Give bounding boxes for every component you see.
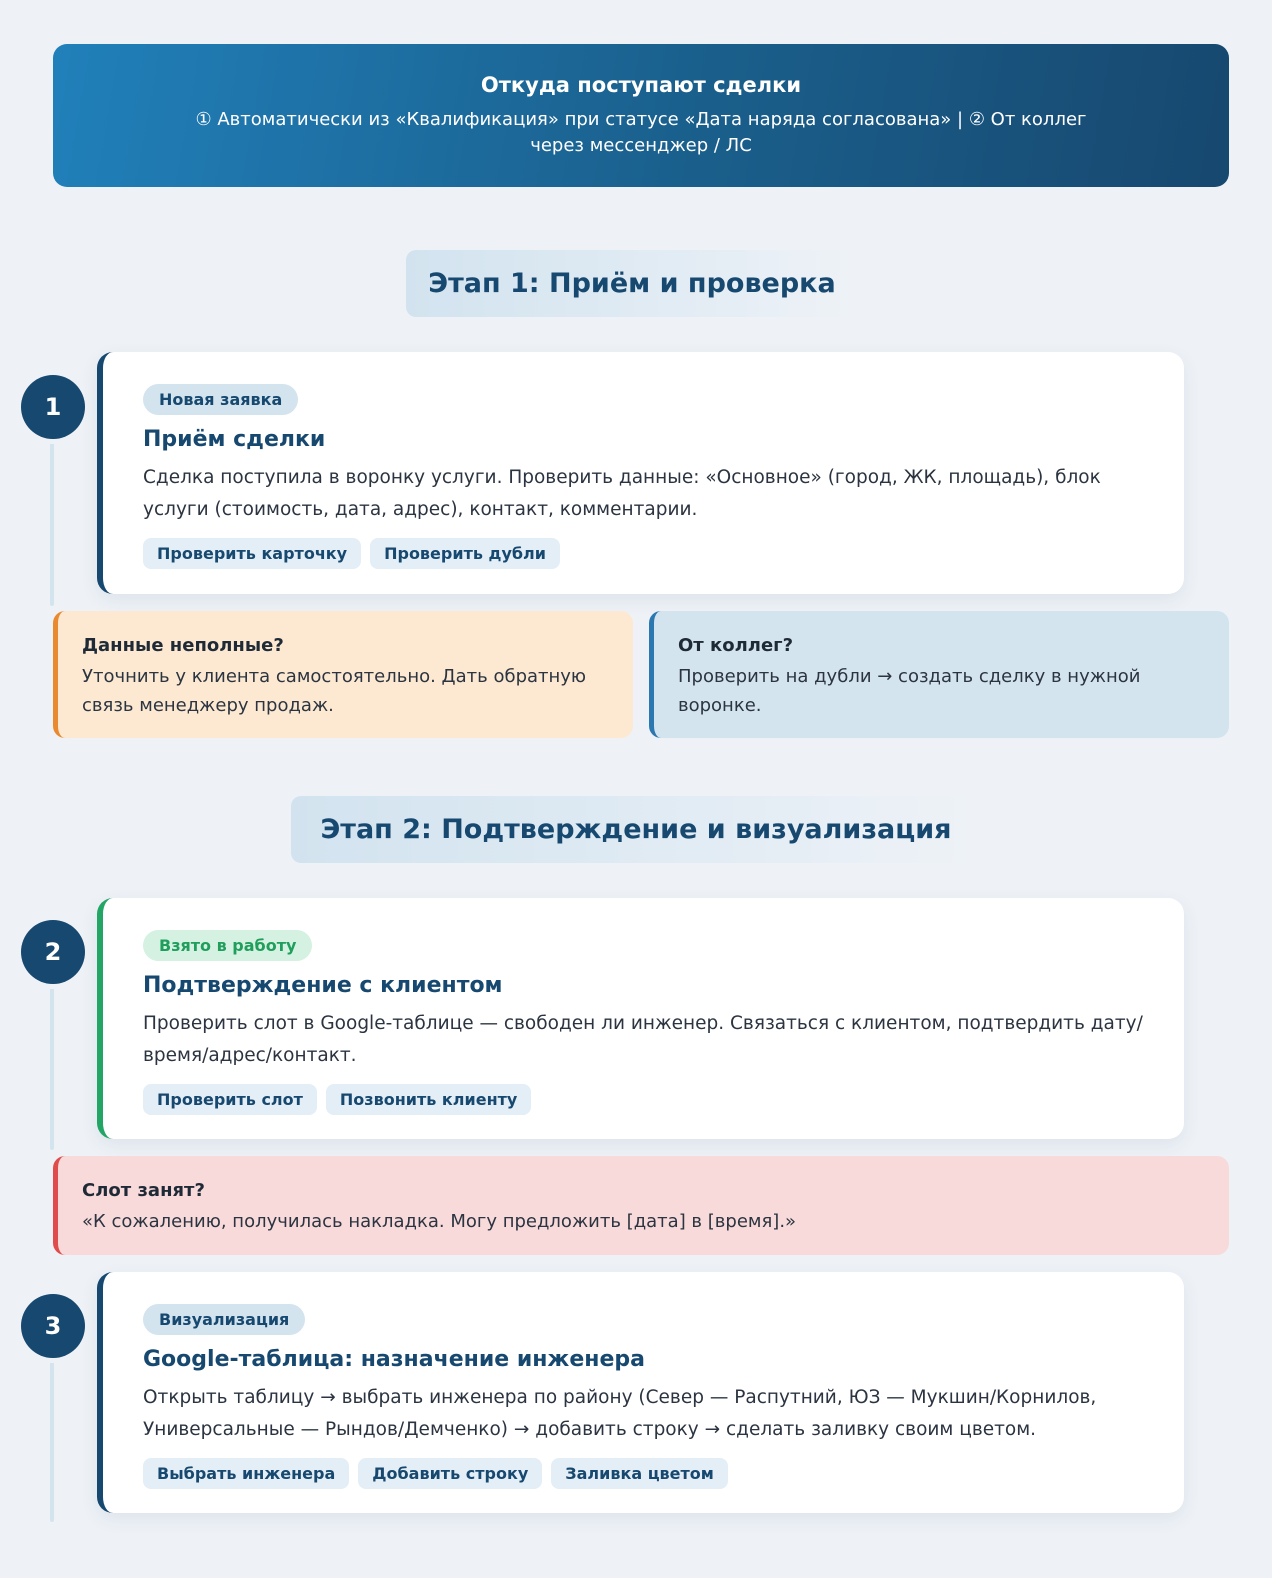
note-text: «К сожалению, получилась накладка. Могу предложить [дата] в [время].» xyxy=(82,1211,797,1232)
note-text: Уточнить у клиента самостоятельно. Дать обратную связь менеджеру продаж. xyxy=(82,666,587,716)
step-card-visualization xyxy=(97,1272,1184,1513)
note-title: Слот занят? xyxy=(82,1180,205,1201)
action-chips xyxy=(143,1084,1144,1115)
step-title: Приём сделки xyxy=(143,427,326,452)
incomplete-data-note xyxy=(53,611,633,738)
from-colleagues-note xyxy=(649,611,1229,738)
step-description: Проверить слот в Google-таблице — свободен ли инженер. Связаться с клиентом, подтвердить дату/время/адрес/контакт. xyxy=(143,1013,1143,1066)
step-title: Google-таблица: назначение инженера xyxy=(143,1347,645,1372)
action-chips xyxy=(143,1458,1144,1489)
fill-color-chip[interactable]: Заливка цветом xyxy=(551,1458,728,1489)
note-title: От коллег? xyxy=(678,635,794,656)
note-title: Данные неполные? xyxy=(82,635,284,656)
status-badge: Новая заявка xyxy=(143,384,298,415)
slot-busy-note xyxy=(53,1156,1229,1255)
status-badge: Взято в работу xyxy=(143,930,312,961)
add-row-chip[interactable]: Добавить строку xyxy=(358,1458,542,1489)
action-chips xyxy=(143,538,1144,569)
choose-engineer-chip[interactable]: Выбрать инженера xyxy=(143,1458,349,1489)
banner-subtitle: ① Автоматически из «Квалификация» при статусе «Дата наряда согласована» | ② От коллег через мессенджер / ЛС xyxy=(195,108,1087,156)
status-badge: Визуализация xyxy=(143,1304,305,1335)
check-duplicates-chip[interactable]: Проверить дубли xyxy=(370,538,560,569)
step-number: 3 xyxy=(21,1294,85,1358)
check-slot-chip[interactable]: Проверить слот xyxy=(143,1084,317,1115)
step-card-confirmation xyxy=(97,898,1184,1139)
step-description: Сделка поступила в воронку услуги. Проверить данные: «Основное» (город, ЖК, площадь), блок услуги (стоимость, дата, адрес), контакт, комментарии. xyxy=(143,467,1101,520)
call-client-chip[interactable]: Позвонить клиенту xyxy=(326,1084,531,1115)
source-banner xyxy=(53,44,1229,187)
timeline-rail xyxy=(50,955,54,1150)
step-number: 1 xyxy=(21,375,85,439)
timeline-rail xyxy=(50,410,54,606)
step-number: 2 xyxy=(21,920,85,984)
timeline-rail xyxy=(50,1330,54,1522)
banner-title: Откуда поступают сделки xyxy=(480,72,802,97)
step-title: Подтверждение с клиентом xyxy=(143,973,503,998)
step-description: Открыть таблицу → выбрать инженера по району (Север — Распутний, ЮЗ — Мукшин/Корнилов, Универсальные — Рындов/Демченко) → добавить строку → сделать заливку своим цветом. xyxy=(143,1387,1097,1440)
stage-1-heading: Этап 1: Приём и проверка xyxy=(406,250,858,317)
check-card-chip[interactable]: Проверить карточку xyxy=(143,538,361,569)
note-text: Проверить на дубли → создать сделку в нужной воронке. xyxy=(678,666,1141,716)
stage-2-heading: Этап 2: Подтверждение и визуализация xyxy=(291,796,981,863)
step-card-reception xyxy=(97,352,1184,594)
